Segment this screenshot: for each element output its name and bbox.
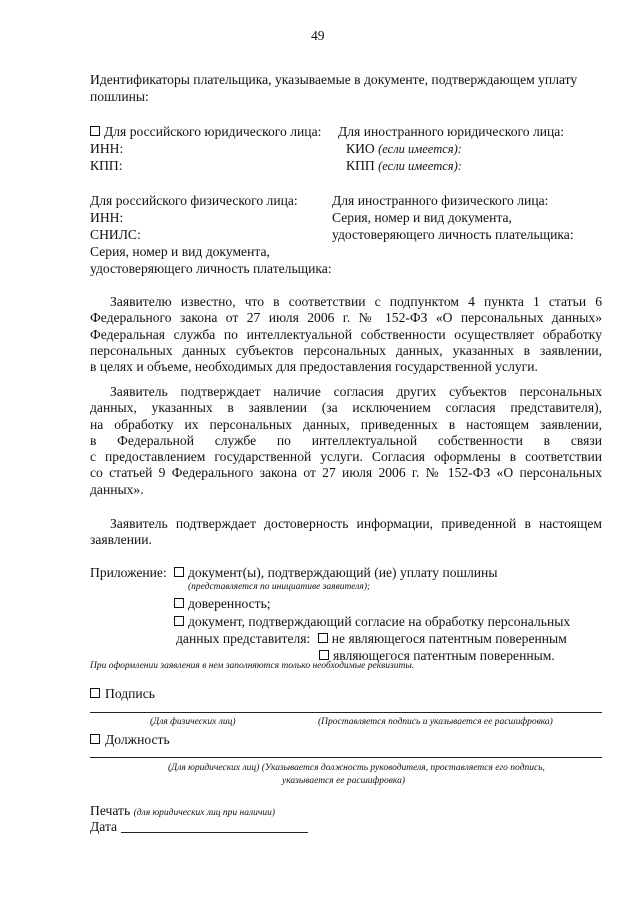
attachment-3-label: документ, подтверждающий согласие на обработку персональных — [188, 614, 571, 629]
signature-label: Подпись — [105, 686, 155, 701]
para2-line: данных, указанных в заявлении (за исключением согласия представителя), — [90, 400, 602, 416]
signature-checkbox[interactable] — [90, 688, 100, 698]
attachment-1-checkbox[interactable] — [174, 567, 184, 577]
para2-line: в Федеральной службе по интеллектуальной собственности в связи — [90, 432, 602, 448]
para2-line: со статьей 9 Федерального закона от 27 июля 2006 г. № 152-ФЗ «О персональных — [90, 465, 602, 481]
para1-line: в целях и объеме, необходимых для предоставления государственной услуги. — [90, 359, 538, 375]
stamp-note: (для юридических лиц при наличии) — [133, 808, 276, 818]
attachment-1-note: (представляется по инициативе заявителя); — [188, 582, 371, 592]
fill-note: При оформлении заявления в нем заполняются только необходимые реквизиты. — [90, 661, 415, 671]
phys-ru-doc-2: удостоверяющего личность плательщика: — [90, 261, 332, 276]
phys-ru-label: Для российского физического лица: — [90, 193, 298, 208]
phys-foreign-doc-1: Серия, номер и вид документа, — [332, 210, 512, 225]
stamp-row — [90, 803, 275, 819]
phys-foreign-doc-2: удостоверяющего личность плательщика: — [332, 227, 574, 242]
position-checkbox[interactable] — [90, 734, 100, 744]
not-patent-attorney-label: не являющегося патентным поверенным — [331, 631, 567, 646]
attachment-1-label: документ(ы), подтверждающий (ие) уплату пошлины — [188, 565, 498, 580]
para2-line: с предоставлением государственной услуги. Согласия оформлены в соответствии — [90, 449, 602, 465]
legal-ru-checkbox[interactable] — [90, 126, 100, 136]
patent-attorney-checkbox[interactable] — [319, 650, 329, 660]
para2-line: данных». — [90, 481, 144, 497]
position-note-1: (Для юридических лиц) (Указывается должность руководителя, проставляется его подпись, — [168, 763, 545, 773]
kio-note: (если имеется): — [378, 142, 462, 156]
para1-line: Федерального закона от 27 июля 2006 г. № 152-ФЗ «О персональных данных» — [90, 310, 602, 326]
attachment-3-cont-label: данных представителя: — [176, 631, 311, 646]
paragraph-personal-data-processing — [90, 294, 602, 375]
page-number: 49 — [311, 28, 325, 43]
paragraph-consent — [90, 384, 602, 498]
attachment-3-checkbox[interactable] — [174, 616, 184, 626]
legal-ru-label: Для российского юридического лица: — [104, 124, 322, 139]
date-line[interactable] — [121, 832, 308, 833]
legal-ru-kpp: КПП: — [90, 158, 123, 173]
patent-attorney-label: являющегося патентным поверенным. — [333, 648, 555, 663]
paragraph-accuracy — [90, 516, 602, 549]
not-patent-attorney-checkbox[interactable] — [318, 633, 328, 643]
position-note-2: указывается ее расшифровка) — [282, 776, 406, 786]
phys-foreign-label: Для иностранного физического лица: — [332, 193, 549, 208]
position-line[interactable] — [90, 757, 602, 758]
para3-line: заявлении. — [90, 532, 152, 548]
para2-line: Заявитель подтверждает наличие согласия других субъектов персональных — [110, 384, 602, 399]
position-label: Должность — [105, 732, 170, 747]
para1-line: Федеральная служба по интеллектуальной собственности осуществляет обработку — [90, 326, 602, 342]
kpp-label: КПП — [346, 158, 375, 173]
phys-ru-doc-1: Серия, номер и вид документа, — [90, 244, 270, 259]
date-label: Дата — [90, 819, 118, 834]
legal-foreign-kpp — [346, 158, 462, 174]
kpp-note: (если имеется): — [378, 159, 462, 173]
signature-line[interactable] — [90, 712, 602, 713]
phys-ru-snils: СНИЛС: — [90, 227, 141, 242]
attachments-label: Приложение: — [90, 565, 167, 580]
legal-foreign-label: Для иностранного юридического лица: — [338, 124, 565, 139]
attachment-2-checkbox[interactable] — [174, 598, 184, 608]
intro-line-2: пошлины: — [90, 89, 149, 104]
para1-line: Заявителю известно, что в соответствии с подпунктом 4 пункта 1 статьи 6 — [110, 294, 602, 309]
position-heading — [90, 732, 170, 748]
legal-foreign-kio — [346, 141, 462, 157]
legal-ru-heading — [90, 124, 321, 140]
attachment-2-label: доверенность; — [188, 596, 271, 611]
phys-ru-inn: ИНН: — [90, 210, 124, 225]
intro-line-1: Идентификаторы плательщика, указываемые в документе, подтверждающем уплату — [90, 72, 578, 87]
stamp-label: Печать — [90, 803, 131, 818]
para3-line: Заявитель подтверждает достоверность информации, приведенной в настоящем — [110, 516, 602, 531]
legal-ru-inn: ИНН: — [90, 141, 124, 156]
attachment-item-3 — [174, 614, 570, 630]
attachment-3-cont — [176, 631, 567, 647]
signature-note-right: (Проставляется подпись и указывается ее расшифровка) — [318, 717, 553, 727]
para1-line: персональных данных субъектов персональных данных, указанных в заявлении, — [90, 342, 602, 358]
attachment-item-2 — [174, 596, 271, 612]
para2-line: на обработку их персональных данных, приведенных в настоящем заявлении, — [90, 416, 602, 432]
signature-note-left: (Для физических лиц) — [150, 717, 236, 727]
signature-heading — [90, 686, 155, 702]
attachment-item-1 — [174, 565, 497, 581]
kio-label: КИО — [346, 141, 375, 156]
